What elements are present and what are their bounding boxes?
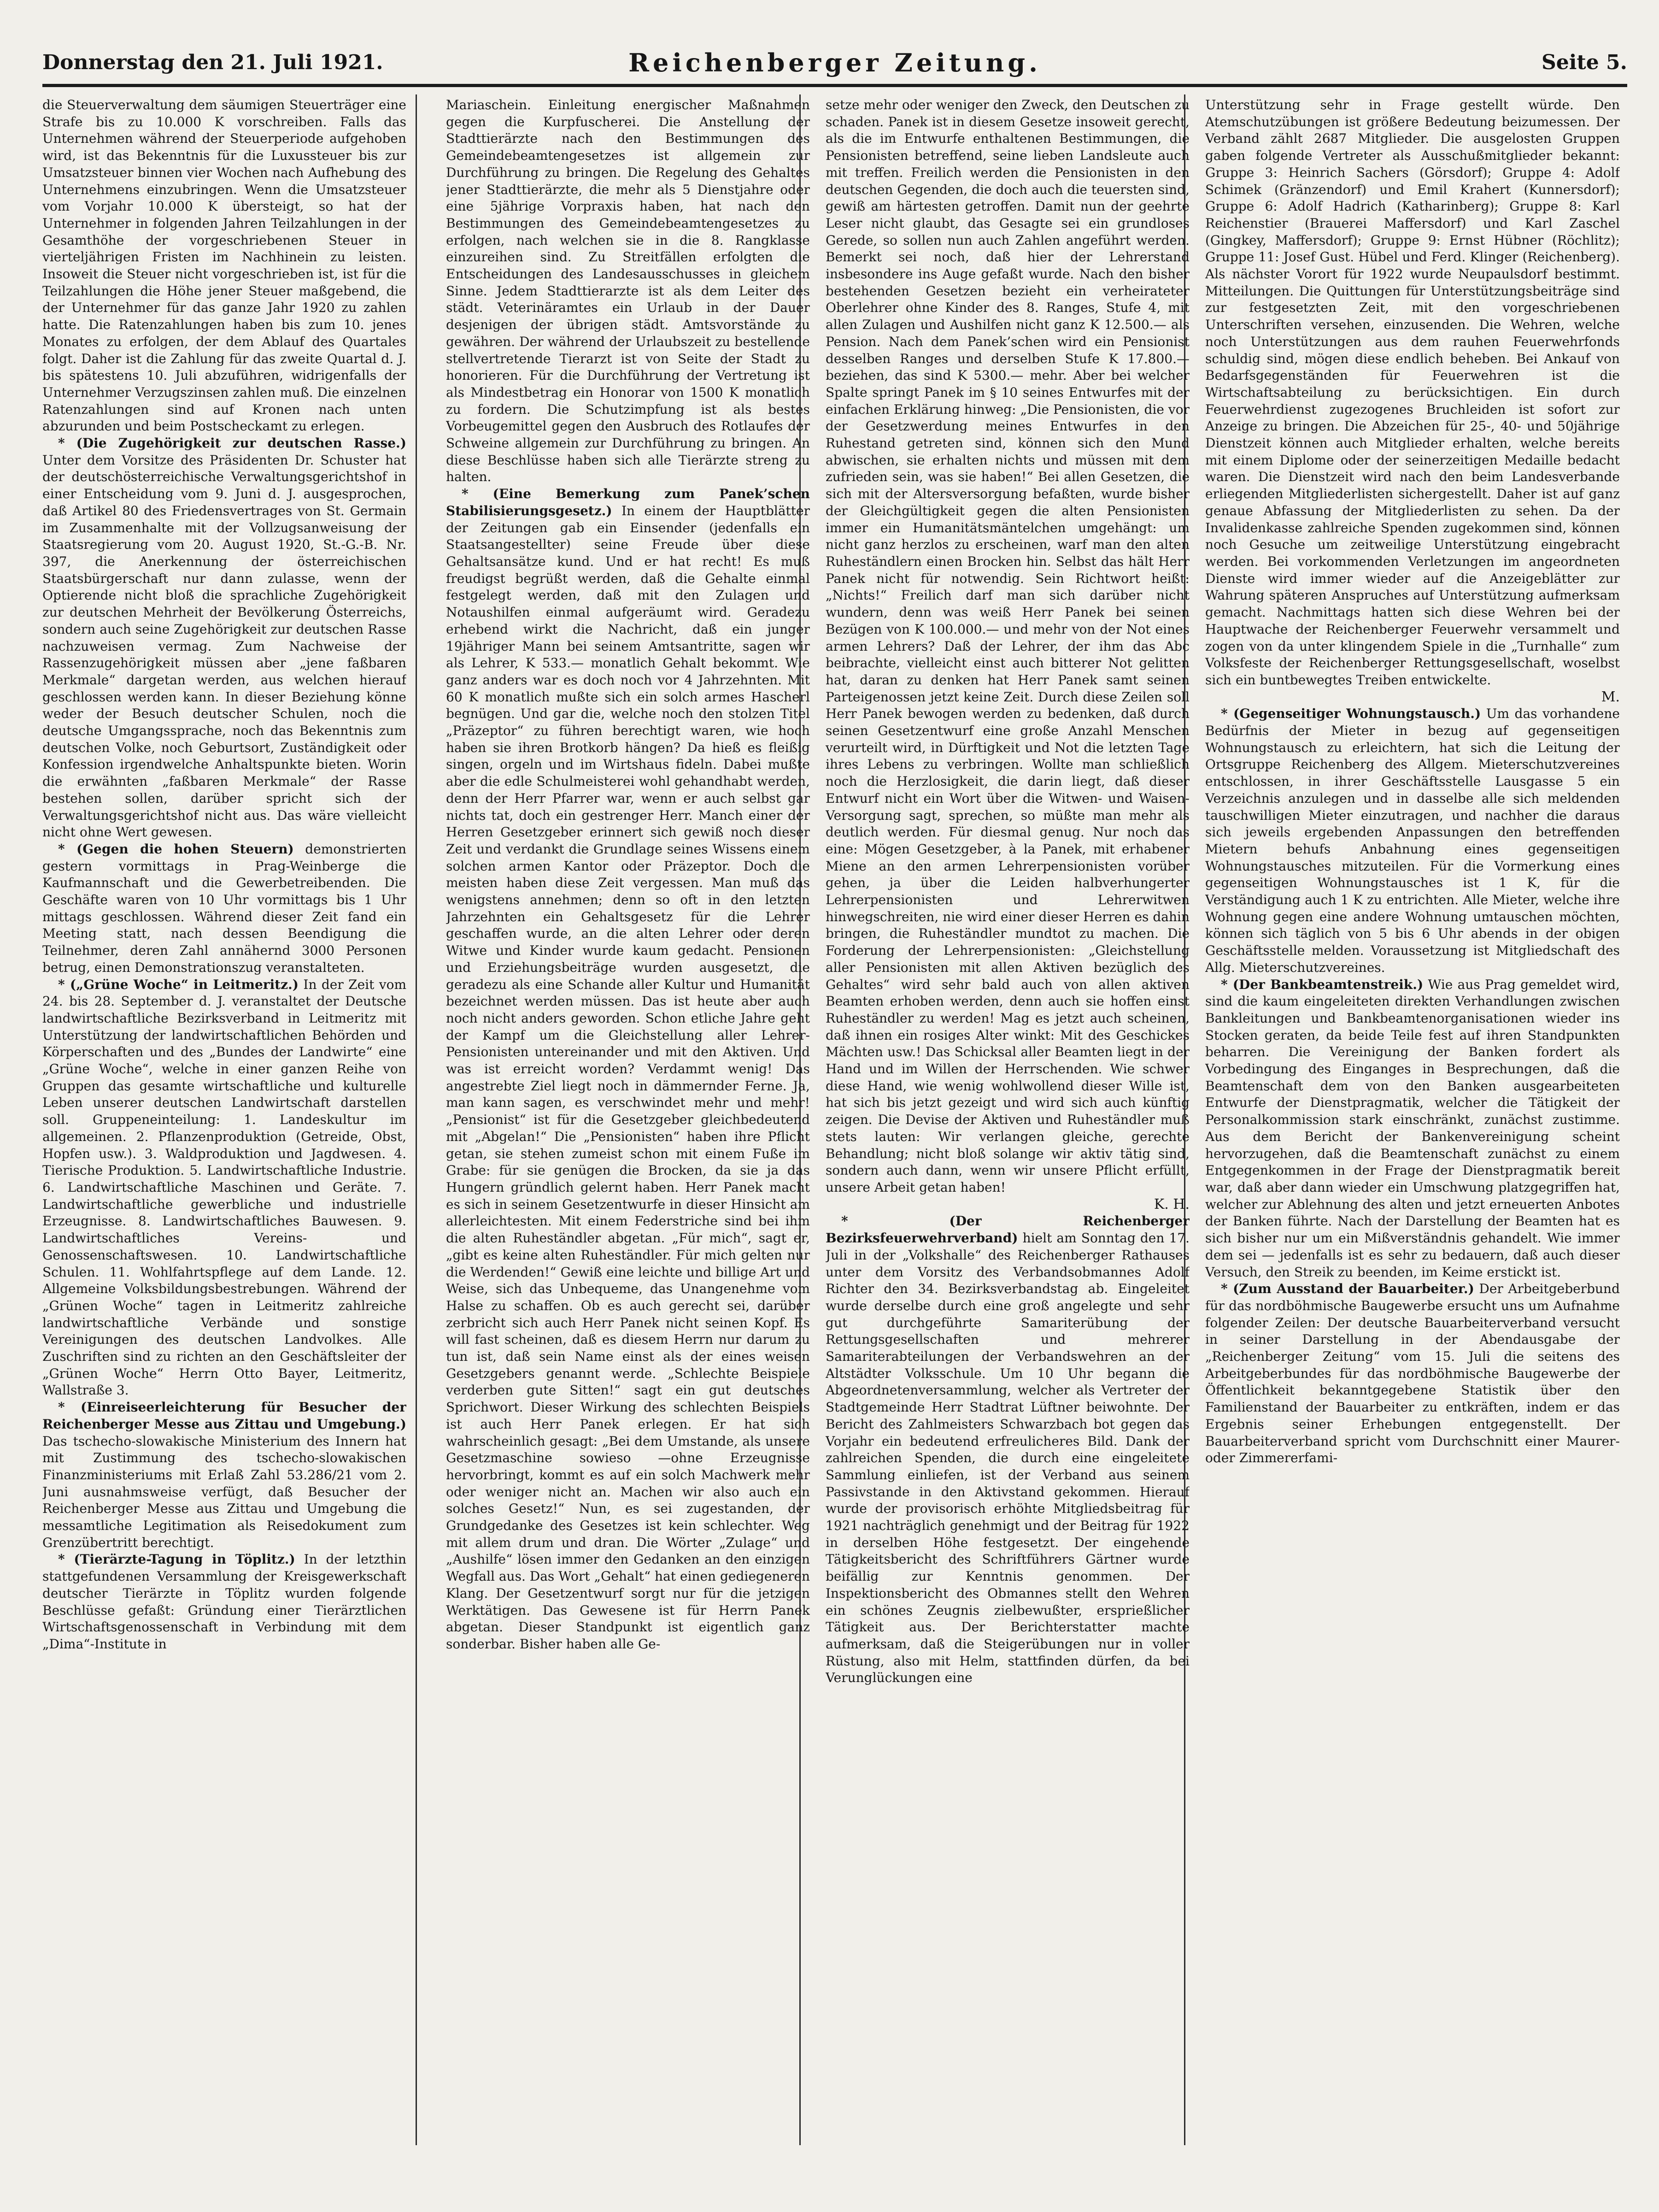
- article-heading: * (Der Bankbeamtenstreik.): [1221, 977, 1424, 992]
- page-number: Seite 5.: [1541, 51, 1627, 74]
- article-paragraph: [42, 435, 406, 841]
- column-2: [446, 97, 810, 2143]
- article-paragraph: [1205, 706, 1620, 976]
- article-paragraph: [446, 97, 810, 486]
- column-4: [1205, 97, 1620, 2143]
- article-text: In der letzthin stattgefundenen Versammlung der Kreisgewerkschaft deutscher Tierärzte in Töplitz wurden folgende Beschlüsse gefaßt: Gründung einer Tierärztlichen Wirtschaftsgenossenschaft in Verbindung mit dem „Dima“-Institute in: [42, 1552, 406, 1652]
- column-3: [826, 97, 1190, 2143]
- article-heading: * (Die Zugehörigkeit zur deutschen Rasse.): [58, 435, 406, 451]
- article-heading: * (Gegenseitiger Wohnungstausch.): [1221, 706, 1481, 722]
- article-text: setze mehr oder weniger den Zweck, den Deutschen zu schaden. Panek ist in diesem Gesetze insoweit gerecht, als die im Entwurfe enthaltenen Bestimmungen, die Pensionisten betreffend, seine lieben Landsleute auch mit treffen. Freilich werden die Pensionisten in den deutschen Gegenden, die doch auch die teuersten sind, gewiß am härtesten getroffen. Damit nun der geehrte Leser nicht glaubt, das Gesagte sei ein grundloses Gerede, so sollen nun auch Zahlen angeführt werden. Bemerkt sei noch, daß hier der Lehrerstand insbesondere ins Auge gefaßt wurde. Nach den bisher bestehenden Gesetzen bezieht ein verheirateter Oberlehrer ohne Kinder des 8. Ranges, Stufe 4, mit allen Zulagen und Aushilfen nicht ganz K 12.500.— als Pension. Nach dem Panek’schen wird ein Pensionist desselben Ranges und derselben Stufe K 17.800.— beziehen, das sind K 5300.— mehr. Aber bei welcher Spalte springt Panek im § 10 seines Entwurfes mit der einfachen Erklärung hinweg: „Die Pensionisten, die vor der Gesetzwerdung meines Entwurfes in den Ruhestand getreten sind, können sich den Mund abwischen, sie erhalten nichts und müssen mit dem zufrieden sein, was sie haben!“ Bei allen Gesetzen, die sich mit der Altersversorgung befaßten, wurde bisher der Gleichgültigkeit gegen die alten Pensionisten immer ein Humanitätsmäntelchen umgehängt: um nicht ganz herzlos zu erscheinen, warf man den alten Ruheständlern einen Brocken hin. Selbst das hält Herr Panek nicht für notwendig. Sein Richtwort heißt: „Nichts!“ Freilich darf man sich darüber nicht wundern, denn was weiß Herr Panek bei seinen Bezügen von K 100.000.— und mehr von der Not eines armen Lehrers? Daß der Lehrer, der ihm das Abc beibrachte, vielleicht einst auch bitterer Not gelitten hat, daran zu denken hat Herr Panek samt seinen Parteigenossen jetzt keine Zeit. Durch diese Zeilen soll Herr Panek bewogen werden zu bedenken, daß durch seinen Gesetzentwurf eine große Anzahl Menschen verurteilt wird, in Dürftigkeit und Not die letzten Tage ihres Lebens zu verbringen. Wollte man schließlich noch die Herzlosigkeit, die darin liegt, daß dieser Entwurf nicht ein Wort über die Witwen- und Waisen-Versorgung sagt, sprechen, so müßte man mehr als deutlich werden. Für diesmal genug. Nur noch das eine: Mögen Gesetzgeber, à la Panek, mit erhabener Miene an den armen Lehrerpensionisten vorüber gehen, ja über die Leiden halbverhungerter Lehrerpensionisten und Lehrerwitwen hinwegschreiten, nie wird einer dieser Herren es dahin bringen, die Ruheständler mundtot zu machen. Die Forderung der Lehrerpensionisten: „Gleichstellung aller Pensionisten mit allen Aktiven bezüglich des Gehaltes“ wird sehr bald auch von allen aktiven Beamten erhoben werden, denn auch sie hoffen einst Ruheständler zu werden! Mag es jetzt auch scheinen, daß ihnen ein rosiges Alter winkt: Mit des Geschickes Mächten usw.! Das Schicksal aller Beamten liegt in der Hand und im Willen der Herrschenden. Wie schwer diese Hand, wie wenig wohlwollend dieser Wille ist, hat sich bis jetzt gezeigt und wird sich auch künftig zeigen. Die Devise der Aktiven und Ruheständler muß stets lauten: Wir verlangen gleiche, gerechte Behandlung; nicht bloß solange wir aktiv tätig sind, sondern auch dann, wenn wir unsere Pflicht erfüllt, unsere Arbeit getan haben!: [826, 97, 1190, 1195]
- article-signature: K. H.: [1154, 1196, 1190, 1212]
- article-signature: M.: [1601, 688, 1620, 705]
- article-text: Wie aus Prag gemeldet wird, sind die kaum eingeleiteten direkten Verhandlungen zwischen Bankleitungen und Bankbeamtenorganisationen wieder ins Stocken geraten, da beide Teile fest auf ihren Standpunkten beharren. Die Vereinigung der Banken fordert als Vorbedingung des Einganges in Besprechungen, daß die Beamtenschaft dem von den Banken ausgearbeiteten Entwurfe der Dienstpragmatik, welcher die Tätigkeit der Personalkommission stark einschränkt, zunächst zustimme. Aus dem Bericht der Bankenvereinigung scheint hervorzugehen, daß die Beamtenschaft zunächst zu einem Entgegenkommen in der Frage der Dienstpragmatik bereit war, daß aber dann wieder ein Umschwung platzgegriffen hat, welcher zur Ablehnung des alten und jetzt erneuerten Anbotes der Banken führte. Nach der Darstellung der Beamten hat es sich bisher nur um ein Mißverständnis gehandelt. Wie immer dem sei — jedenfalls ist es sehr zu bedauern, daß auch dieser Versuch, den Streik zu beenden, im Keime erstickt ist.: [1205, 977, 1620, 1280]
- column-divider: [416, 94, 417, 2145]
- article-text: Unterstützung sehr in Frage gestellt würde. Den Atemschutzübungen ist größere Bedeutung beizumessen. Der Verband zählt 2687 Mitglieder. Die ausgelosten Gruppen gaben folgende Vertreter als Ausschußmitglieder bekannt: Gruppe 3: Heinrich Sachers (Görsdorf); Gruppe 4: Adolf Schimek (Gränzendorf) und Emil Krahert (Kunnersdorf); Gruppe 6: Adolf Hadrich (Katharinberg); Gruppe 8: Karl Reichenstier (Brauerei Maffersdorf) und Karl Zaschel (Gingkey, Maffersdorf); Gruppe 9: Ernst Hübner (Röchlitz); Gruppe 11: Josef Gust. Hübel und Ferd. Klinger (Reichenberg). Als nächster Vorort für 1922 wurde Neupaulsdorf bestimmt. Mitteilungen. Die Quittungen für Unterstützungsbeiträge sind zur festgesetzten Zeit, mit den vorgeschriebenen Unterschriften versehen, einzusenden. Die Wehren, welche noch Unterstützungen aus dem rauhen Feuerwehrfonds schuldig sind, mögen diese endlich beheben. Bei Ankauf von Bedarfsgegenständen für Feuerwehren ist die Wirtschaftsabteilung zu berücksichtigen. Ein durch Feuerwehrdienst zugezogenes Bruchleiden ist sofort zur Anzeige zu bringen. Die Abzeichen für 25-, 40- und 50jährige Dienstzeit können auch Mitglieder erhalten, welche bereits mit einem Diplome oder der seinerzeitigen Medaille bedacht waren. Die Dienstzeit wird nach den beim Landesverbande erliegenden Mitgliederlisten sichergestellt. Daher ist auf ganz genaue Abfassung der Mitgliederlisten zu sehen. Da der Invalidenkasse zahlreiche Spenden zugekommen sind, können noch Gesuche um zeitweilige Unterstützung eingebracht werden. Bei vorkommenden Verletzungen im angeordneten Dienste wird immer wieder auf die Anzeigeblätter zur Wahrung späteren Anspruches auf Unterstützung aufmerksam gemacht. Nachmittags hatten sich diese Wehren bei der Hauptwache der Reichenberger Feuerwehr versammelt und zogen von da unter klingendem Spiele in die „Turnhalle“ zum Volksfeste der Reichenberger Rettungsgesellschaft, woselbst sich ein buntbewegtes Treiben entwickelte.: [1205, 97, 1620, 688]
- article-paragraph: [1205, 1281, 1620, 1467]
- article-text: demonstrierten gestern vormittags in Prag-Weinberge die Kaufmannschaft und die Gewerbetreibenden. Die Geschäfte waren von 10 Uhr vormittags bis 1 Uhr mittags geschlossen. Während dieser Zeit fand ein Meeting statt, nach dessen Beendigung die Teilnehmer, deren Zahl annähernd 3000 Personen betrug, einen Demonstrationszug veranstalteten.: [42, 841, 406, 975]
- article-heading: * („Grüne Woche“ in Leitmeritz.): [58, 977, 299, 992]
- article-heading: * (Der Reichenberger Bezirksfeuerwehrverband): [826, 1213, 1190, 1246]
- article-paragraph: [42, 1399, 406, 1551]
- article-paragraph: [826, 97, 1190, 1196]
- article-paragraph: [42, 841, 406, 977]
- masthead: [42, 48, 1627, 83]
- article-text: Um das vorhandene Bedürfnis der Mieter in bezug auf gegenseitigen Wohnungstausch zu erleichtern, hat sich die Leitung der Ortsgruppe Reichenberg des Allgem. Mieterschutzvereines entschlossen, in ihrer Geschäftsstelle Lausgasse 5 ein Verzeichnis anzulegen und in dasselbe alle sich meldenden tauschwilligen Mieter einzutragen, und nachher die daraus sich jeweils ergebenden Anpassungen den betreffenden Mietern behufs Anbahnung eines gegenseitigen Wohnungstausches mitzuteilen. Für die Vormerkung eines gegenseitigen Wohnungstausches ist 1 K, für die Verständigung auch 1 K zu entrichten. Alle Mieter, welche ihre Wohnung gegen eine andere Wohnung umtauschen möchten, können sich täglich von 5 bis 6 Uhr abends in der obigen Geschäftsstelle melden. Voraussetzung ist Mitgliedschaft des Allg. Mieterschutzvereines.: [1205, 706, 1620, 975]
- article-text: In der Zeit vom 24. bis 28. September d. J. veranstaltet der Deutsche landwirtschaftliche Bezirksverband in Leitmeritz mit Unterstützung der landwirtschaftlichen Behörden und Körperschaften und des „Bundes der Landwirte“ eine „Grüne Woche“, welche in einer ganzen Reihe von Gruppen das gesamte wirtschaftliche und kulturelle Leben unserer deutschen Landwirtschaft darstellen soll. Gruppeneinteilung: 1. Landeskultur im allgemeinen. 2. Pflanzenproduktion (Getreide, Obst, Hopfen usw.). 3. Waldproduktion und Jagdwesen. 4. Tierische Produktion. 5. Landwirtschaftliche Industrie. 6. Landwirtschaftliche Maschinen und Geräte. 7. Landwirtschaftliche gewerbliche und industrielle Erzeugnisse. 8. Landwirtschaftliches Bauwesen. 9. Landwirtschaftliches Vereins- und Genossenschaftswesen. 10. Landwirtschaftliche Schulen. 11. Wohlfahrtspflege auf dem Lande. 12. Allgemeine Volksbildungsbestrebungen. Während der „Grünen Woche“ tagen in Leitmeritz zahlreiche landwirtschaftliche Verbände und sonstige Vereinigungen des deutschen Landvolkes. Alle Zuschriften sind zu richten an den Geschäftsleiter der „Grünen Woche“ Herrn Otto Bayer, Leitmeritz, Wallstraße 3.: [42, 977, 406, 1398]
- article-paragraph: [1205, 97, 1620, 689]
- article-paragraph: [42, 977, 406, 1400]
- article-text: Mariaschein. Einleitung energischer Maßnahmen gegen die Kurpfuscherei. Die Anstellung der Stadttierärzte nach den Bestimmungen des Gemeindebeamtengesetzes ist allgemein zur Durchführung zu bringen. Die Regelung des Gehaltes jener Stadttierärzte, die mehr als 5 Dienstjahre oder eine 5jährige Vorpraxis haben, hat nach den Bestimmungen des Gemeindebeamtengesetzes zu erfolgen, nach welchen sie in die 8. Rangklasse einzureihen sind. Zu Streitfällen erfolgten die Entscheidungen des Landesausschusses in gleichem Sinne. Jedem Stadttierarzte ist als dem Leiter des städt. Veterinäramtes ein Urlaub in der Dauer desjenigen der übrigen städt. Amtsvorstände zu gewähren. Der während der Urlaubszeit zu bestellende stellvertretende Tierarzt ist von Seite der Stadt zu honorieren. Für die Durchführung der Vertretung ist als Mindestbetrag ein Honorar von 1500 K monatlich zu fordern. Die Schutzimpfung ist als bestes Vorbeugemittel gegen den Ausbruch des Rotlaufes der Schweine allgemein zur Durchführung zu bringen. An diese Beschlüsse haben sich alle Tierärzte streng zu halten.: [446, 97, 810, 485]
- article-paragraph: [42, 97, 406, 435]
- article-heading: * (Gegen die hohen Steuern): [58, 841, 294, 857]
- article-text: Unter dem Vorsitze des Präsidenten Dr. Schuster hat der deutschösterreichische Verwaltungsgerichtshof in einer Entscheidung vom 9. Juni d. J. ausgesprochen, daß Artikel 80 des Friedensvertrages von St. Germain im Zusammenhalte mit der Vollzugsanweisung der Staatsregierung vom 20. August 1920, St.-G.-B. Nr. 397, die Anerkennung der österreichischen Staatsbürgerschaft nur dann zulasse, wenn der Optierende nicht bloß die sprachliche Zugehörigkeit zur deutschen Mehrheit der Bevölkerung Österreichs, sondern auch seine Zugehörigkeit zur deutschen Rasse nachzuweisen vermag. Zum Nachweise der Rassenzugehörigkeit müssen aber „jene faßbaren Merkmale“ dargetan werden, aus welchen hierauf geschlossen werden kann. In dieser Beziehung könne weder der Besuch deutscher Schulen, noch die deutsche Umgangssprache, noch das Bekenntnis zum deutschen Volke, noch Geburtsort, Zuständigkeit oder Konfession irgendwelche Anhaltspunkte bieten. Worin die erwähnten „faßbaren Merkmale“ der Rasse bestehen sollen, darüber spricht sich der Verwaltungsgerichtshof nicht aus. Das wäre vielleicht nicht ohne Wert gewesen.: [42, 452, 406, 840]
- newspaper-title: Reichenberger Zeitung.: [628, 48, 1041, 77]
- article-text: In einem der Hauptblätter der Zeitungen gab ein Einsender (jedenfalls ein Staatsangestellter) seine Freude über diese Gehaltsansätze kund. Und er hat recht! Es muß freudigst begrüßt werden, daß die Gehalte einmal festgelegt werden, daß mit den Zulagen und Notaushilfen einmal aufgeräumt wird. Geradezu erhebend wirkt die Nachricht, daß ein junger 19jähriger Mann bei seinem Amtsantritte, sagen wir als Lehrer, K 533.— monatlich Gehalt bekommt. Wie ganz anders war es doch noch vor 4 Jahrzehnten. Mit 60 K monatlich mußte sich ein solch armes Hascherl begnügen. Und gar die, welche noch den stolzen Titel „Präzeptor“ zu führen berechtigt waren, wie hoch haben sie ihren Brotkorb hängen? Da hieß es fleißig singen, orgeln und im Wirtshaus fideln. Dabei mußte aber die edle Schulmeisterei wohl gehandhabt werden, denn der Herr Pfarrer war, wenn er auch selbst gar nichts tat, doch ein gestrenger Herr. Manch einer der Herren Gesetzgeber erinnert sich gewiß noch dieser Zeit und verdankt die Grundlage seines Wissens einem solchen armen Kantor oder Präzeptor. Doch die meisten haben diese Zeit vergessen. Man muß das wenigstens annehmen; denn so oft in den letzten Jahrzehnten ein Gehaltsgesetz für die Lehrer geschaffen wurde, an die alten Lehrer oder deren Witwe und Kinder wurde kaum gedacht. Pensionen und Erziehungsbeiträge wurden ausgesetzt, die geradezu als eine Schande aller Kultur und Humanität bezeichnet werden müssen. Das ist heute aber auch noch nicht anders geworden. Schon etliche Jahre geht der Kampf um die Gleichstellung aller Lehrer-Pensionisten untereinander und mit den Aktiven. Und was ist erreicht worden? Verdammt wenig! Das angestrebte Ziel liegt noch in dämmernder Ferne. Ja, man kann sagen, es verschwindet mehr und mehr! „Pensionist“ ist für die Gesetzgeber gleichbedeutend mit „Abgelan!“ Die „Pensionisten“ haben ihre Pflicht getan, sie stehen zumeist schon mit einem Fuße im Grabe: für sie genügen die Brocken, da sie ja das Hungern gründlich gelernt haben. Herr Panek macht es sich in seinem Gesetzentwurfe in dieser Hinsicht am allerleichtesten. Mit einem Federstriche sind bei ihm die alten Ruheständler abgetan. „Für mich“, sagt er, „gibt es keine alten Ruheständler. Für mich gelten nur die Werdenden!“ Gewiß eine leichte und billige Art und Weise, sich das Unbequeme, das Unangenehme vom Halse zu schaffen. Ob es auch gerecht sei, darüber zerbricht sich auch Herr Panek nicht seinen Kopf. Es will fast scheinen, daß es diesem Herrn nur darum zu tun ist, daß sein Name einst als der eines weisen Gesetzgebers genannt werde. „Schlechte Beispiele verderben gute Sitten!“ sagt ein gut deutsches Sprichwort. Dieser Wirkung des schlechten Beispiels ist auch Herr Panek erlegen. Er hat sich wahrscheinlich gesagt: „Bei dem Umstande, als unsere Gesetzmaschine sowieso —ohne Erzeugnisse hervorbringt, kommt es auf ein solch Machwerk mehr oder weniger nicht an. Machen wir also auch ein solches Gesetz!“ Nun, es sei zugestanden, der Grundgedanke des Gesetzes ist kein schlechter. Weg mit allem drum und dran. Die Wörter „Zulage“ und „Aushilfe“ lösen immer den Gedanken an den einzigen Wegfall aus. Das Wort „Gehalt“ hat einen gediegeneren Klang. Der Gesetzentwurf sorgt nur für die jetzigen Werktätigen. Das Gewesene ist für Herrn Panek abgetan. Dieser Standpunkt ist eigentlich ganz sonderbar. Bisher haben alle Ge-: [446, 503, 810, 1652]
- column-1: [42, 97, 406, 2143]
- issue-date: Donnerstag den 21. Juli 1921.: [42, 51, 383, 74]
- article-heading: * (Einreiseerleichterung für Besucher der Reichenberger Messe aus Zittau und Umgebung.): [42, 1400, 406, 1432]
- article-text: Das tschecho-slowakische Ministerium des Innern hat mit Zustimmung des tschecho-slowakischen Finanzministeriums mit Erlaß Zahl 53.286/21 vom 2. Juni ausnahmsweise verfügt, daß Besucher der Reichenberger Messe aus Zittau und Umgebung die messamtliche Legitimation als Reisedokument zum Grenzübertritt berechtigt.: [42, 1433, 406, 1550]
- header-rule: [42, 84, 1627, 87]
- article-text: Der Arbeitgeberbund für das nordböhmische Baugewerbe ersucht uns um Aufnahme folgender Zeilen: Der deutsche Bauarbeiterverband versucht in seiner Darstellung in der Abendausgabe der „Reichenberger Zeitung“ vom 15. Juli die seitens des Arbeitgeberbundes für das nordböhmische Baugewerbe der Öffentlichkeit bekanntgegebene Statistik über den Familienstand der Bauarbeiter zu entkräften, indem er das Ergebnis seiner Erhebungen entgegenstellt. Der Bauarbeiterverband spricht vom Durchschnitt einer Maurer- oder Zimmererfami-: [1205, 1281, 1620, 1466]
- article-paragraph: [1205, 977, 1620, 1281]
- article-paragraph: [826, 1213, 1190, 1687]
- article-text: die Steuerverwaltung dem säumigen Steuerträger eine Strafe bis zu 10.000 K vorschreiben. Falls das Unternehmen während der Steuerperiode aufgehoben wird, ist das Bekenntnis für die Luxussteuer bis zur Umsatzsteuer binnen vier Wochen nach Aufhebung des Unternehmens einzubringen. Wenn die Umsatzsteuer vom Vorjahr 10.000 K übersteigt, so hat der Unternehmer in folgenden Jahren Teilzahlungen in der Gesamthöhe der vorgeschriebenen Steuer in vierteljährigen Fristen im Nachhinein zu leisten. Insoweit die Steuer nicht vorgeschrieben ist, ist für die Teilzahlungen die Höhe jener Steuer maßgebend, die der Unternehmer für das ganze Jahr 1920 zu zahlen hatte. Die Ratenzahlungen haben bis zum 10. jenes Monates zu erfolgen, der dem Ablauf des Quartales folgt. Daher ist die Zahlung für das zweite Quartal d. J. bis spätestens 10. Juli abzuführen, widrigenfalls der Unternehmer Verzugszinsen zahlen muß. Die einzelnen Ratenzahlungen sind auf Kronen nach unten abzurunden und beim Postscheckamt zu erlegen.: [42, 97, 406, 434]
- article-paragraph: [446, 486, 810, 1653]
- article-heading: * (Zum Ausstand der Bauarbeiter.): [1221, 1281, 1474, 1297]
- article-heading: * (Tierärzte-Tagung in Töplitz.): [58, 1552, 295, 1567]
- article-heading: * (Eine Bemerkung zum Panek’schen Stabilisierungsgesetz.): [446, 486, 810, 518]
- article-paragraph: [42, 1551, 406, 1653]
- article-text: hielt am Sonntag den 17. Juli in der „Volkshalle“ des Reichenberger Rathauses unter dem Vorsitz des Verbandsobmannes Adolf Richter den 34. Bezirksverbandstag ab. Eingeleitet wurde derselbe durch eine groß angelegte und sehr gut durchgeführte Samariterübung der Rettungsgesellschaften und mehrerer Samariterabteilungen der Verbandswehren an der Altstädter Volksschule. Um 10 Uhr begann die Abgeordnetenversammlung, welcher als Vertreter der Stadtgemeinde Herr Stadtrat Lüftner beiwohnte. Der Bericht des Zahlmeisters Schwarzbach bot gegen das Vorjahr ein bedeutend erfreulicheres Bild. Dank der zahlreichen Spenden, die durch eine eingeleitete Sammlung einliefen, ist der Verband aus seinem Passivstande in den Aktivstand gekommen. Hierauf wurde der provisorisch erhöhte Mitgliedsbeitrag für 1921 nachträglich genehmigt und der Beitrag für 1922 in derselben Höhe festgesetzt. Der eingehende Tätigkeitsbericht des Schriftführers Gärtner wurde beifällig zur Kenntnis genommen. Der Inspektionsbericht des Obmannes stellt den Wehren ein schönes Zeugnis zielbewußter, ersprießlicher Tätigkeit aus. Der Berichterstatter machte aufmerksam, daß die Steigerübungen nur in voller Rüstung, also mit Helm, stattfinden dürfen, da bei Verunglückungen eine: [826, 1230, 1190, 1686]
